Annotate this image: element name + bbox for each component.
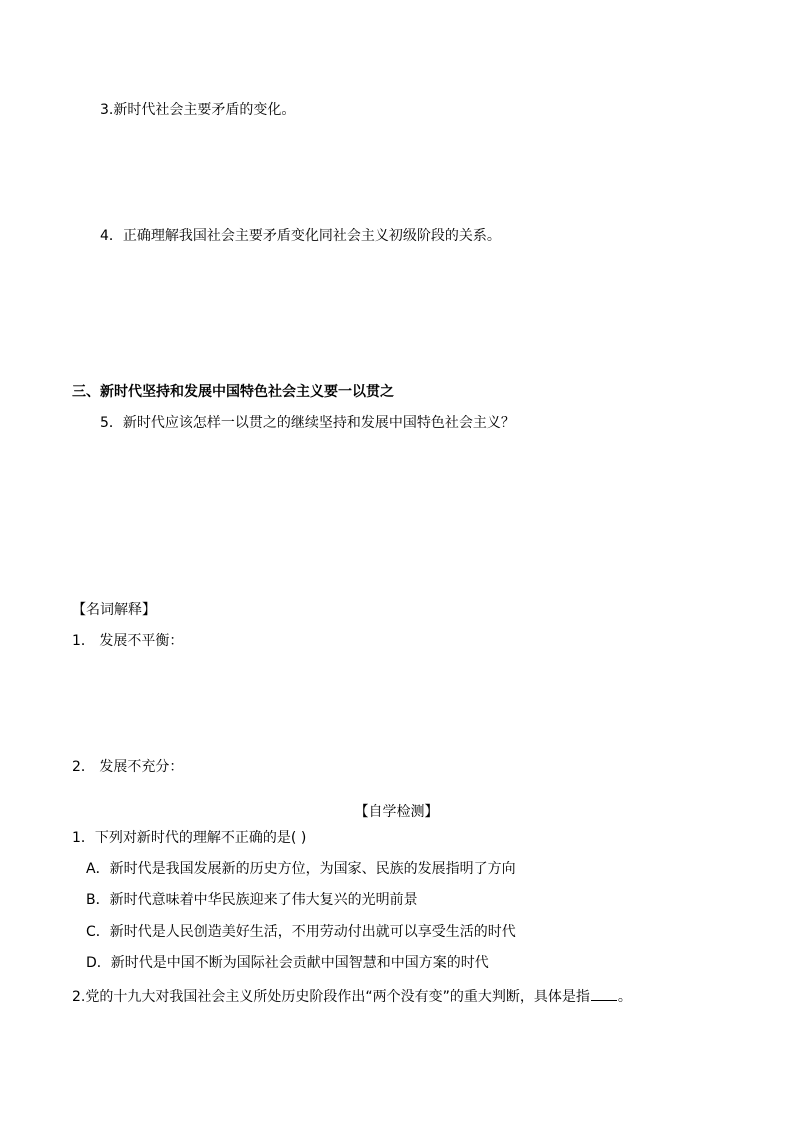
fill-question-2-end: 。 [617,989,632,1005]
question-3: 3.新时代社会主要矛盾的变化。 [100,102,296,118]
mc-option-a: A．新时代是我国发展新的历史方位，为国家、民族的发展指明了方向 [86,861,516,877]
section-3-heading: 三、新时代坚持和发展中国特色社会主义要一以贯之 [72,384,394,400]
question-4: 4．正确理解我国社会主要矛盾变化同社会主义初级阶段的关系。 [100,228,501,244]
term-1: 1． 发展不平衡： [72,633,184,649]
fill-question-2-text: 2.党的十九大对我国社会主义所处历史阶段作出“两个没有变”的重大判断，具体是指 [72,989,590,1005]
mc-option-c: C．新时代是人民创造美好生活，不用劳动付出就可以享受生活的时代 [86,924,516,940]
mc-question-1-stem: 1．下列对新时代的理解不正确的是( ) [72,830,307,846]
mc-option-d: D．新时代是中国不断为国际社会贡献中国智慧和中国方案的时代 [86,955,489,971]
question-5: 5．新时代应该怎样一以贯之的继续坚持和发展中国特色社会主义？ [100,415,515,431]
term-2: 2． 发展不充分： [72,759,184,775]
selftest-heading: 【自学检测】 [354,804,439,820]
answer-blank[interactable] [591,986,617,1001]
mc-option-b: B．新时代意味着中华民族迎来了伟大复兴的光明前景 [86,892,418,908]
fill-question-2 [72,986,632,1006]
terms-heading: 【名词解释】 [72,602,156,618]
